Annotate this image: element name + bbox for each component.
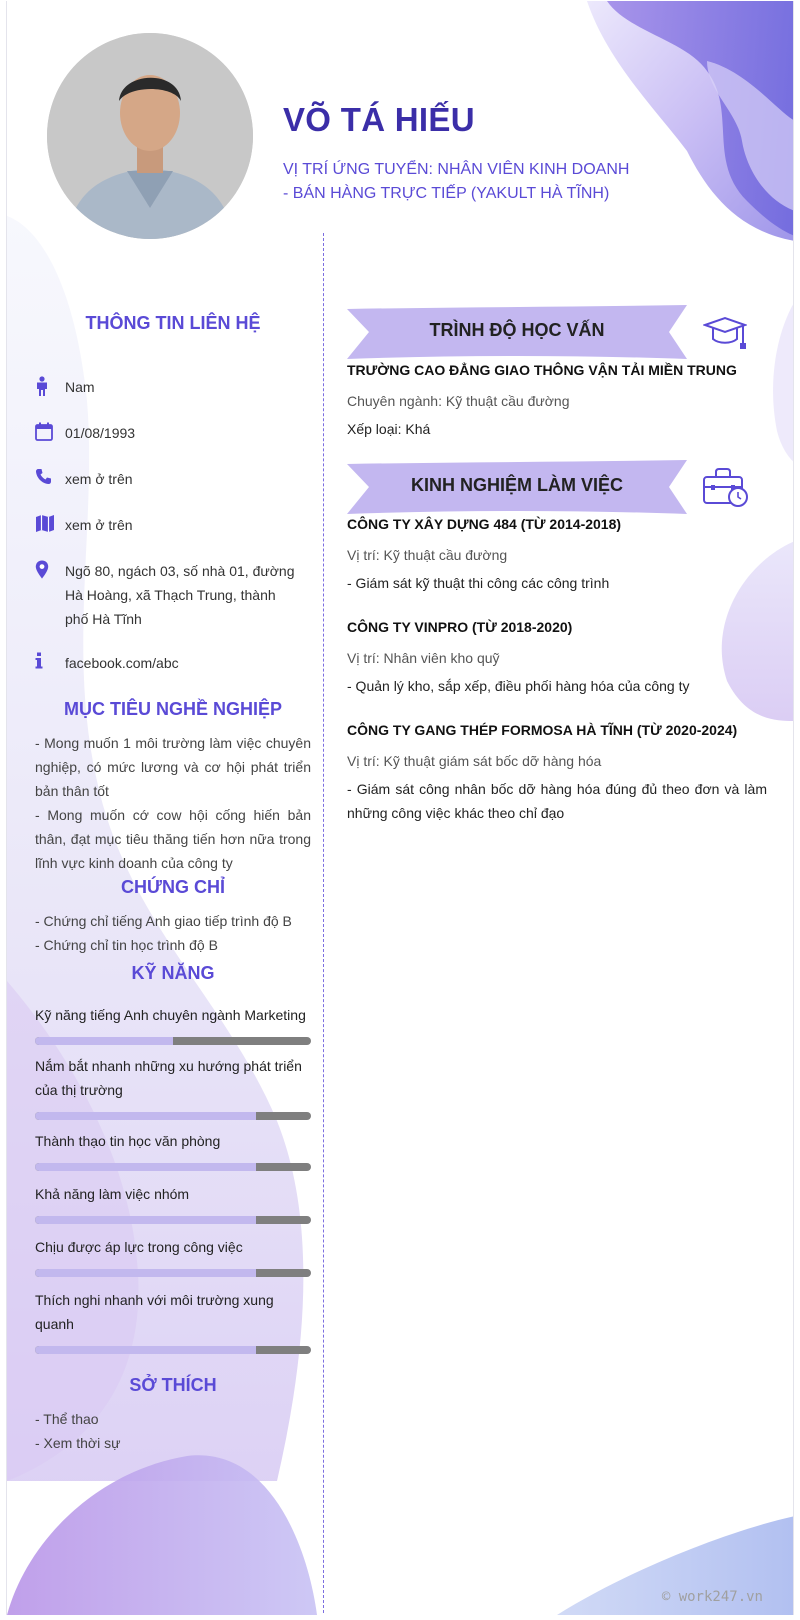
skill-bar [35, 1216, 311, 1224]
website-link[interactable]: facebook.com/abc [65, 655, 179, 671]
contact-birthday: 01/08/1993 [35, 421, 311, 446]
avatar [47, 33, 253, 239]
school-name: TRƯỜNG CAO ĐẲNG GIAO THÔNG VẬN TẢI MIỀN TRUNG [347, 362, 737, 378]
certificate-item: - Chứng chỉ tiếng Anh giao tiếp trình độ B [35, 913, 292, 929]
map-icon [35, 513, 65, 538]
contact-title: THÔNG TIN LIÊN HỆ [85, 313, 261, 333]
position-line-1: VỊ TRÍ ỨNG TUYỂN: NHÂN VIÊN KINH DOANH [283, 161, 630, 178]
hobby-item: - Xem thời sự [35, 1435, 121, 1451]
candidate-name: VÕ TÁ HIẾU [283, 101, 475, 138]
job-desc: - Giám sát kỹ thuật thi công các công trình [347, 575, 610, 591]
skill-item: Thích nghi nhanh với môi trường xung quanh [35, 1288, 311, 1354]
certificates-title: CHỨNG CHỈ [121, 877, 225, 897]
contact-email: xem ở trên [35, 513, 311, 538]
skill-bar [35, 1112, 311, 1120]
skill-item: Khả năng làm việc nhóm [35, 1182, 311, 1224]
contact-website [35, 651, 311, 675]
watermark: © work247.vn [661, 1589, 763, 1605]
contact-phone: xem ở trên [35, 467, 311, 491]
contact-gender: Nam [35, 375, 311, 401]
hobbies-title: SỞ THÍCH [129, 1375, 217, 1395]
rank: Xếp loại: Khá [347, 421, 431, 437]
skill-bar [35, 1037, 311, 1045]
applied-position [283, 158, 643, 206]
skill-bar [35, 1346, 311, 1354]
job-item [347, 719, 767, 825]
job-company: CÔNG TY GANG THÉP FORMOSA HÀ TĨNH (TỪ 2020-2024) [347, 722, 738, 738]
job-company: CÔNG TY XÂY DỰNG 484 (TỪ 2014-2018) [347, 516, 622, 532]
job-role: Vị trí: Kỹ thuật cầu đường [347, 547, 508, 563]
job-desc: - Giám sát công nhân bốc dỡ hàng hóa đúng đủ theo đơn và làm những công việc khác theo chỉ đạo [347, 781, 767, 821]
graduation-cap-icon [703, 315, 747, 351]
skill-item: Chịu được áp lực trong công việc [35, 1235, 311, 1277]
column-divider [323, 233, 324, 1613]
job-role: Vị trí: Kỹ thuật giám sát bốc dỡ hàng hóa [347, 753, 602, 769]
certificates-list [35, 909, 311, 957]
job-item [347, 616, 767, 698]
skill-item: Thành thạo tin học văn phòng [35, 1129, 311, 1171]
education-block [347, 359, 767, 441]
briefcase-clock-icon [701, 467, 749, 509]
skill-bar [35, 1163, 311, 1171]
major: Chuyên ngành: Kỹ thuật cầu đường [347, 393, 570, 409]
skill-item: Nắm bắt nhanh những xu hướng phát triển của thị trường [35, 1054, 311, 1120]
phone-icon [35, 467, 65, 491]
contact-address: Ngõ 80, ngách 03, số nhà 01, đường Hà Hoàng, xã Thạch Trung, thành phố Hà Tĩnh [35, 559, 311, 631]
job-item [347, 513, 767, 595]
info-icon [35, 651, 65, 675]
hobby-item: - Thể thao [35, 1411, 99, 1427]
cv-page [6, 1, 794, 1615]
job-role: Vị trí: Nhân viên kho quỹ [347, 650, 500, 666]
position-line-2: - BÁN HÀNG TRỰC TIẾP (YAKULT HÀ TĨNH) [283, 185, 610, 202]
objective-title: MỤC TIÊU NGHỀ NGHIỆP [63, 699, 282, 719]
job-desc: - Quản lý kho, sắp xếp, điều phối hàng hóa của công ty [347, 678, 690, 694]
hobbies-list [35, 1407, 311, 1455]
location-pin-icon [35, 559, 65, 631]
calendar-icon [35, 421, 65, 446]
experience-title: KINH NGHIỆM LÀM VIỆC [410, 475, 623, 495]
skill-bar [35, 1269, 311, 1277]
skills-title: KỸ NĂNG [131, 963, 215, 983]
objective-text: - Mong muốn 1 môi trường làm việc chuyên nghiệp, có mức lương và cơ hội phát triển bản thân tốt - Mong muốn cớ cow hội cống hiến bản thân, đạt mục tiêu thăng tiến hơn nữa trong lĩnh vực kinh doanh của công ty [35, 735, 311, 871]
job-company: CÔNG TY VINPRO (TỪ 2018-2020) [347, 619, 573, 635]
education-title: TRÌNH ĐỘ HỌC VẤN [429, 320, 605, 340]
person-icon [35, 375, 65, 401]
certificate-item: - Chứng chỉ tin học trình độ B [35, 937, 218, 953]
skill-item: Kỹ năng tiếng Anh chuyên ngành Marketing [35, 1003, 311, 1045]
